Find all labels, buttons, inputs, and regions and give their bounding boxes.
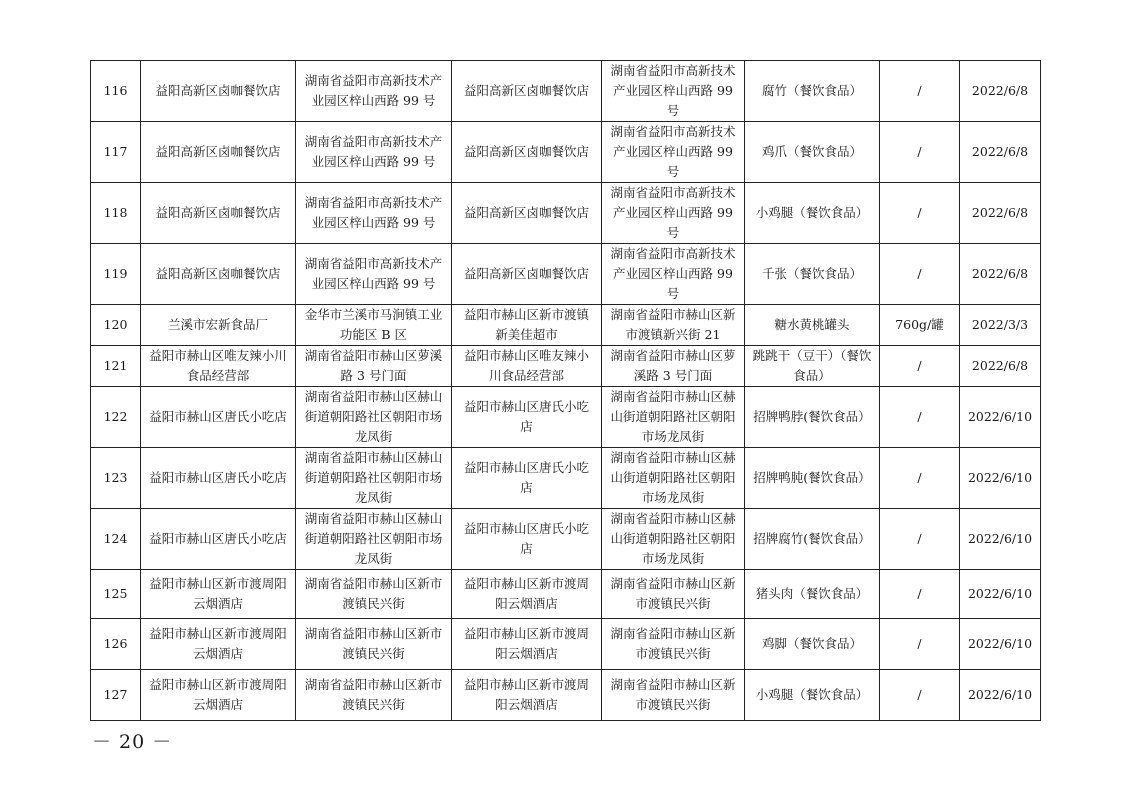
cell-producer: 益阳市赫山区唐氏小吃店 xyxy=(141,387,296,448)
cell-sampled-unit: 益阳市赫山区唐氏小吃店 xyxy=(452,448,602,509)
cell-no: 122 xyxy=(91,387,141,448)
cell-spec: / xyxy=(880,570,960,619)
cell-date: 2022/6/10 xyxy=(960,570,1041,619)
cell-spec: / xyxy=(880,122,960,183)
cell-producer-addr: 湖南省益阳市高新技术产业园区梓山西路 99 号 xyxy=(296,244,452,305)
cell-producer-addr: 湖南省益阳市赫山区萝溪路 3 号门面 xyxy=(296,346,452,387)
cell-no: 125 xyxy=(91,570,141,619)
cell-no: 127 xyxy=(91,670,141,721)
cell-producer: 兰溪市宏新食品厂 xyxy=(141,305,296,346)
cell-food: 招牌鸭脖(餐饮食品） xyxy=(745,387,880,448)
table-row xyxy=(91,346,1041,387)
table-row xyxy=(91,570,1041,619)
cell-spec: / xyxy=(880,387,960,448)
cell-sampled-unit: 益阳高新区卤咖餐饮店 xyxy=(452,244,602,305)
cell-producer: 益阳高新区卤咖餐饮店 xyxy=(141,122,296,183)
cell-food: 鸡脚（餐饮食品） xyxy=(745,619,880,670)
cell-sampled-unit: 益阳市赫山区新市渡镇新美佳超市 xyxy=(452,305,602,346)
cell-producer: 益阳高新区卤咖餐饮店 xyxy=(141,183,296,244)
cell-date: 2022/6/10 xyxy=(960,387,1041,448)
table-row xyxy=(91,619,1041,670)
cell-spec: / xyxy=(880,619,960,670)
cell-sampled-addr: 湖南省益阳市赫山区赫山街道朝阳路社区朝阳市场龙凤街 xyxy=(602,387,745,448)
cell-producer-addr: 湖南省益阳市赫山区赫山街道朝阳路社区朝阳市场龙凤街 xyxy=(296,387,452,448)
cell-producer-addr: 金华市兰溪市马涧镇工业功能区 B 区 xyxy=(296,305,452,346)
cell-spec: / xyxy=(880,509,960,570)
cell-sampled-unit: 益阳市赫山区唯友辣小川食品经营部 xyxy=(452,346,602,387)
cell-producer-addr: 湖南省益阳市赫山区赫山街道朝阳路社区朝阳市场龙凤街 xyxy=(296,509,452,570)
cell-producer: 益阳市赫山区唐氏小吃店 xyxy=(141,448,296,509)
cell-sampled-addr: 湖南省益阳市高新技术产业园区梓山西路 99 号 xyxy=(602,122,745,183)
cell-sampled-addr: 湖南省益阳市高新技术产业园区梓山西路 99 号 xyxy=(602,61,745,122)
cell-sampled-unit: 益阳高新区卤咖餐饮店 xyxy=(452,61,602,122)
cell-food: 招牌鸭肫(餐饮食品） xyxy=(745,448,880,509)
cell-no: 117 xyxy=(91,122,141,183)
cell-producer: 益阳市赫山区新市渡周阳云烟酒店 xyxy=(141,570,296,619)
cell-no: 116 xyxy=(91,61,141,122)
cell-date: 2022/3/3 xyxy=(960,305,1041,346)
table-row xyxy=(91,387,1041,448)
cell-date: 2022/6/10 xyxy=(960,509,1041,570)
cell-producer: 益阳市赫山区唯友辣小川食品经营部 xyxy=(141,346,296,387)
table-row xyxy=(91,122,1041,183)
cell-spec: / xyxy=(880,244,960,305)
cell-producer-addr: 湖南省益阳市赫山区赫山街道朝阳路社区朝阳市场龙凤街 xyxy=(296,448,452,509)
cell-no: 119 xyxy=(91,244,141,305)
table-row xyxy=(91,305,1041,346)
cell-sampled-addr: 湖南省益阳市高新技术产业园区梓山西路 99 号 xyxy=(602,183,745,244)
cell-date: 2022/6/8 xyxy=(960,346,1041,387)
table-row xyxy=(91,509,1041,570)
cell-producer-addr: 湖南省益阳市高新技术产业园区梓山西路 99 号 xyxy=(296,61,452,122)
cell-sampled-addr: 湖南省益阳市赫山区赫山街道朝阳路社区朝阳市场龙凤街 xyxy=(602,448,745,509)
cell-sampled-unit: 益阳高新区卤咖餐饮店 xyxy=(452,122,602,183)
cell-sampled-unit: 益阳市赫山区唐氏小吃店 xyxy=(452,387,602,448)
cell-food: 小鸡腿（餐饮食品） xyxy=(745,670,880,721)
cell-date: 2022/6/10 xyxy=(960,448,1041,509)
cell-producer: 益阳市赫山区新市渡周阳云烟酒店 xyxy=(141,670,296,721)
cell-producer-addr: 湖南省益阳市高新技术产业园区梓山西路 99 号 xyxy=(296,183,452,244)
cell-date: 2022/6/8 xyxy=(960,122,1041,183)
cell-no: 120 xyxy=(91,305,141,346)
cell-sampled-addr: 湖南省益阳市赫山区赫山街道朝阳路社区朝阳市场龙凤街 xyxy=(602,509,745,570)
cell-producer-addr: 湖南省益阳市赫山区新市渡镇民兴街 xyxy=(296,570,452,619)
cell-producer-addr: 湖南省益阳市赫山区新市渡镇民兴街 xyxy=(296,619,452,670)
cell-no: 124 xyxy=(91,509,141,570)
cell-no: 123 xyxy=(91,448,141,509)
table-row xyxy=(91,448,1041,509)
cell-no: 121 xyxy=(91,346,141,387)
cell-spec: / xyxy=(880,61,960,122)
cell-spec: / xyxy=(880,183,960,244)
cell-sampled-addr: 湖南省益阳市赫山区新市渡镇民兴街 xyxy=(602,619,745,670)
cell-food: 糖水黄桃罐头 xyxy=(745,305,880,346)
cell-spec: / xyxy=(880,448,960,509)
cell-food: 猪头肉（餐饮食品） xyxy=(745,570,880,619)
cell-producer: 益阳市赫山区唐氏小吃店 xyxy=(141,509,296,570)
cell-food: 跳跳干（豆干）（餐饮食品） xyxy=(745,346,880,387)
cell-producer: 益阳高新区卤咖餐饮店 xyxy=(141,244,296,305)
cell-spec: 760g/罐 xyxy=(880,305,960,346)
cell-date: 2022/6/10 xyxy=(960,619,1041,670)
cell-date: 2022/6/8 xyxy=(960,61,1041,122)
cell-food: 招牌腐竹(餐饮食品） xyxy=(745,509,880,570)
table-row xyxy=(91,61,1041,122)
cell-food: 鸡爪（餐饮食品） xyxy=(745,122,880,183)
cell-sampled-unit: 益阳市赫山区新市渡周阳云烟酒店 xyxy=(452,619,602,670)
cell-no: 118 xyxy=(91,183,141,244)
cell-date: 2022/6/8 xyxy=(960,244,1041,305)
cell-date: 2022/6/10 xyxy=(960,670,1041,721)
cell-producer-addr: 湖南省益阳市赫山区新市渡镇民兴街 xyxy=(296,670,452,721)
cell-producer-addr: 湖南省益阳市高新技术产业园区梓山西路 99 号 xyxy=(296,122,452,183)
cell-sampled-unit: 益阳市赫山区唐氏小吃店 xyxy=(452,509,602,570)
cell-producer: 益阳市赫山区新市渡周阳云烟酒店 xyxy=(141,619,296,670)
cell-sampled-unit: 益阳市赫山区新市渡周阳云烟酒店 xyxy=(452,570,602,619)
cell-no: 126 xyxy=(91,619,141,670)
sampling-results-table xyxy=(90,60,1041,721)
cell-sampled-unit: 益阳高新区卤咖餐饮店 xyxy=(452,183,602,244)
cell-spec: / xyxy=(880,346,960,387)
cell-sampled-addr: 湖南省益阳市赫山区新市渡镇民兴街 xyxy=(602,570,745,619)
cell-food: 千张（餐饮食品） xyxy=(745,244,880,305)
table-row xyxy=(91,670,1041,721)
page-number: － 20 － xyxy=(92,731,173,753)
cell-sampled-addr: 湖南省益阳市赫山区萝溪路 3 号门面 xyxy=(602,346,745,387)
table-row xyxy=(91,183,1041,244)
cell-spec: / xyxy=(880,670,960,721)
cell-date: 2022/6/8 xyxy=(960,183,1041,244)
cell-sampled-addr: 湖南省益阳市赫山区新市渡镇新兴街 21 xyxy=(602,305,745,346)
cell-food: 腐竹（餐饮食品） xyxy=(745,61,880,122)
table-row xyxy=(91,244,1041,305)
cell-food: 小鸡腿（餐饮食品） xyxy=(745,183,880,244)
cell-sampled-unit: 益阳市赫山区新市渡周阳云烟酒店 xyxy=(452,670,602,721)
cell-sampled-addr: 湖南省益阳市高新技术产业园区梓山西路 99 号 xyxy=(602,244,745,305)
cell-sampled-addr: 湖南省益阳市赫山区新市渡镇民兴街 xyxy=(602,670,745,721)
cell-producer: 益阳高新区卤咖餐饮店 xyxy=(141,61,296,122)
